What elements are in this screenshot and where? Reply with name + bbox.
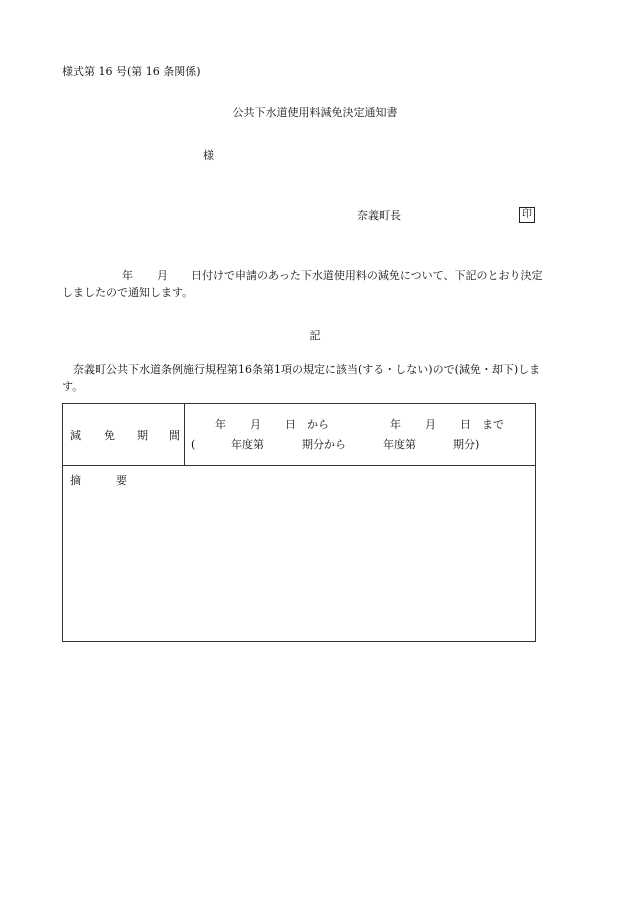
from-fiscal-year: 年度第 [231, 438, 264, 451]
notice-month: 月 [157, 269, 168, 282]
from-label: から [307, 418, 329, 431]
summary-label-char: 要 [116, 474, 127, 487]
to-day: 日 [460, 418, 471, 431]
summary-row [63, 466, 535, 641]
notice-line-2: しましたので通知します。 [62, 286, 194, 299]
form-number: 様式第 16 号(第 16 条関係) [62, 65, 201, 78]
from-month: 月 [250, 418, 261, 431]
period-label-char: 間 [169, 429, 180, 442]
to-month: 月 [425, 418, 436, 431]
to-fiscal-year: 年度第 [383, 438, 416, 451]
from-year: 年 [215, 418, 226, 431]
notice-year: 年 [122, 269, 133, 282]
period-summary-table [62, 403, 536, 642]
notice-line-1-text: 日付けで申請のあった下水道使用料の減免について、下記のとおり決定 [191, 269, 543, 282]
from-term: 期分から [302, 438, 346, 451]
period-label-char: 免 [104, 429, 115, 442]
from-day: 日 [285, 418, 296, 431]
rule-line-1: 奈義町公共下水道条例施行規程第16条第1項の規定に該当(する・しない)ので(減免・却下)しま [73, 363, 541, 376]
document-title: 公共下水道使用料減免決定通知書 [232, 106, 398, 119]
summary-label-char: 摘 [70, 474, 81, 487]
ki-heading: 記 [309, 329, 321, 342]
issuer-name: 奈義町長 [357, 209, 401, 222]
to-year: 年 [390, 418, 401, 431]
rule-line-2: す。 [62, 380, 84, 393]
period-label-cell [63, 404, 185, 465]
notice-paragraph [62, 267, 578, 301]
seal-mark: 印 [519, 207, 535, 223]
fiscal-open-paren: ( [191, 438, 196, 451]
to-term: 期分) [453, 438, 480, 451]
period-label-char: 期 [137, 429, 148, 442]
to-label: まで [482, 418, 504, 431]
addressee-honorific: 様 [203, 149, 214, 162]
period-label-char: 減 [70, 429, 81, 442]
notice-line-1 [62, 267, 578, 284]
period-row [63, 404, 535, 466]
rule-paragraph [62, 361, 578, 395]
